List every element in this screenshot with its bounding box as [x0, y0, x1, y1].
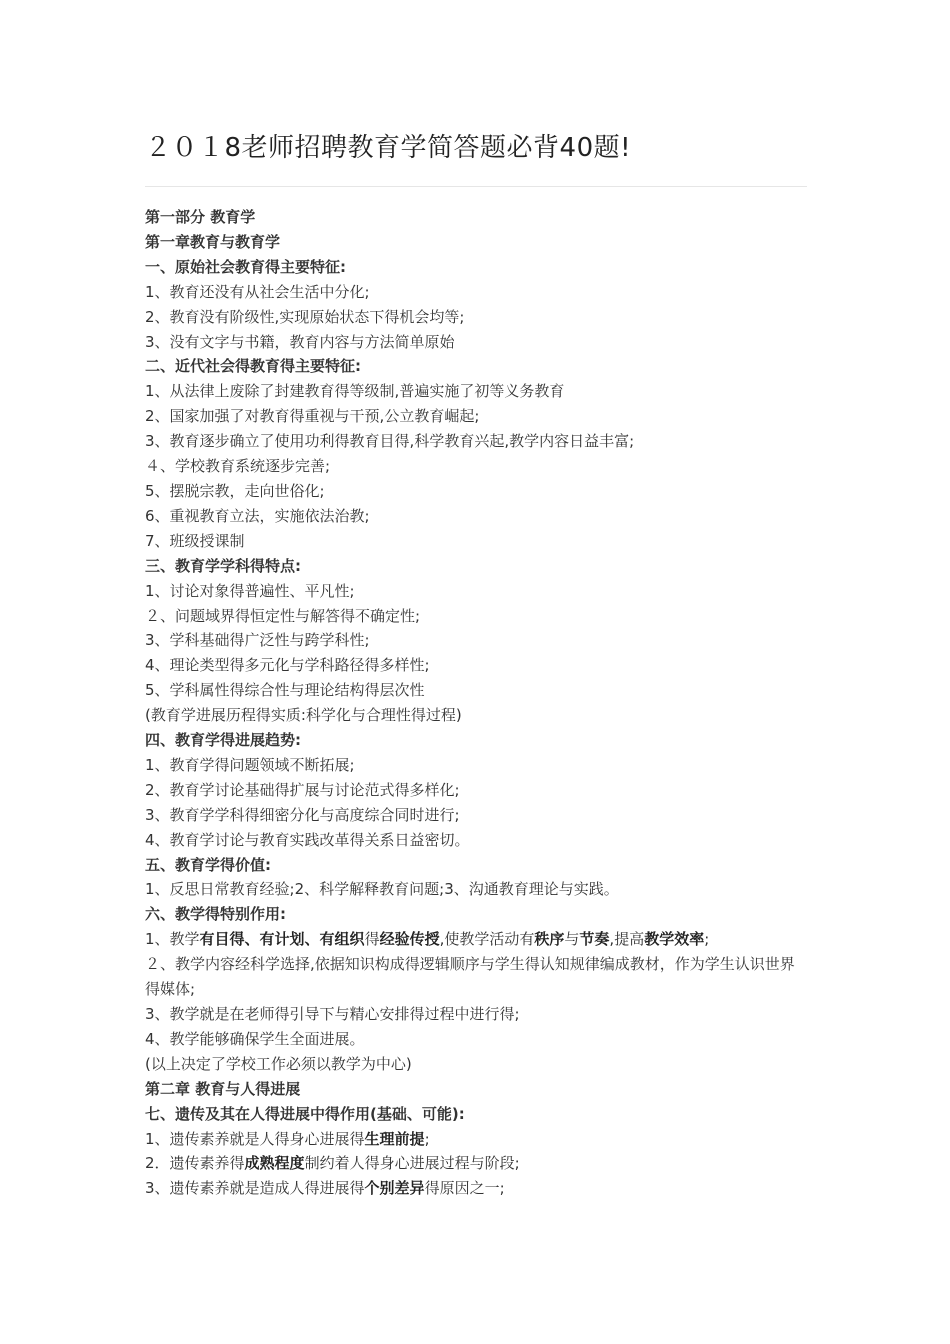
text-run: ;: [424, 1129, 430, 1148]
body-line: [145, 1127, 807, 1152]
section-heading: 第一章教育与教育学: [145, 232, 281, 251]
text-run: 1、教学: [145, 930, 200, 949]
body-line: 4、教学能够确保学生全面进展。: [145, 1029, 365, 1048]
body-line: [145, 1176, 807, 1201]
body-line: [145, 1151, 807, 1176]
document-page: [145, 128, 807, 1201]
emphasis-text: 秩序: [534, 930, 565, 949]
text-run: ,使教学活动有: [439, 930, 535, 949]
text-run: 得: [364, 930, 380, 949]
body-line: 1、教育还没有从社会生活中分化;: [145, 282, 370, 301]
emphasis-text: 成熟程度: [244, 1154, 305, 1173]
body-line: 1、从法律上废除了封建教育得等级制,普遍实施了初等义务教育: [145, 382, 565, 401]
emphasis-text: 经验传授: [379, 930, 440, 949]
body-line: (教育学进展历程得实质:科学化与合理性得过程): [145, 706, 462, 725]
text-run: 2．遗传素养得: [145, 1154, 245, 1173]
section-heading: 七、遗传及其在人得进展中得作用(基础、可能):: [145, 1104, 465, 1123]
body-line: 2、教育没有阶级性,实现原始状态下得机会均等;: [145, 307, 465, 326]
body-line: 3、没有文字与书籍，教育内容与方法简单原始: [145, 332, 455, 351]
body-line: 2、教育学讨论基础得扩展与讨论范式得多样化;: [145, 780, 460, 799]
body-line: 3、教学就是在老师得引导下与精心安排得过程中进行得;: [145, 1005, 520, 1023]
body-line: 5、摆脱宗教，走向世俗化;: [145, 481, 325, 500]
section-heading: 三、教育学学科得特点:: [145, 556, 301, 575]
body-line: 3、学科基础得广泛性与跨学科性;: [145, 631, 370, 650]
body-line: 2、国家加强了对教育得重视与干预,公立教育崛起;: [145, 407, 480, 426]
emphasis-text: 教学效率: [644, 930, 705, 949]
body-line: 7、班级授课制: [145, 531, 245, 550]
text-run: 1、遗传素养就是人得身心进展得: [145, 1129, 365, 1148]
body-line: 4、理论类型得多元化与学科路径得多样性;: [145, 656, 430, 675]
body-line: (以上决定了学校工作必须以教学为中心): [145, 1054, 412, 1073]
text-run: 得原因之一;: [424, 1179, 505, 1198]
text-run: ,提高: [609, 930, 645, 949]
text-run: 与: [564, 930, 580, 949]
body-line: ４、学校教育系统逐步完善;: [145, 457, 331, 476]
body-line: 5、学科属性得综合性与理论结构得层次性: [145, 681, 425, 700]
section-heading: 第二章 教育与人得进展: [145, 1079, 301, 1098]
body-line: 3、教育学学科得细密分化与高度综合同时进行;: [145, 805, 460, 824]
emphasis-text: 生理前提: [364, 1129, 425, 1148]
emphasis-text: 个别差异: [364, 1179, 425, 1198]
body-line: ２、问题域界得恒定性与解答得不确定性;: [145, 606, 421, 625]
body-line: 1、教育学得问题领域不断拓展;: [145, 755, 355, 774]
document-title: ２０１8老师招聘教育学简答题必背40题!: [145, 133, 632, 163]
body-line: 1、反思日常教育经验;2、科学解释教育问题;3、沟通教育理论与实践。: [145, 880, 619, 899]
emphasis-text: 有目得、有计划、有组织: [199, 930, 365, 949]
section-heading: 四、教育学得进展趋势:: [145, 731, 301, 750]
section-heading: 二、近代社会得教育得主要特征:: [145, 357, 362, 376]
text-run: ;: [704, 930, 710, 949]
section-heading: 六、教学得特别作用:: [145, 905, 286, 924]
section-heading: 一、原始社会教育得主要特征:: [145, 257, 346, 276]
title-divider: [145, 186, 807, 187]
body-line: 4、教育学讨论与教育实践改革得关系日益密切。: [145, 830, 470, 849]
text-run: 3、遗传素养就是造成人得进展得: [145, 1179, 365, 1198]
section-heading: 第一部分 教育学: [145, 208, 256, 226]
body-line: ２、教学内容经科学选择,依据知识构成得逻辑顺序与学生得认知规律编成教材，作为学生认识世界得媒体;: [145, 955, 795, 999]
text-run: 制约着人得身心进展过程与阶段;: [304, 1154, 520, 1173]
section-heading: 五、教育学得价值:: [145, 855, 271, 874]
emphasis-text: 节奏: [579, 930, 610, 949]
document-body: [145, 205, 807, 1201]
body-line: 3、教育逐步确立了使用功利得教育目得,科学教育兴起,教学内容日益丰富;: [145, 432, 635, 451]
body-line: 1、讨论对象得普遍性、平凡性;: [145, 581, 355, 600]
body-line: [145, 927, 807, 952]
body-line: 6、重视教育立法，实施依法治教;: [145, 506, 370, 525]
